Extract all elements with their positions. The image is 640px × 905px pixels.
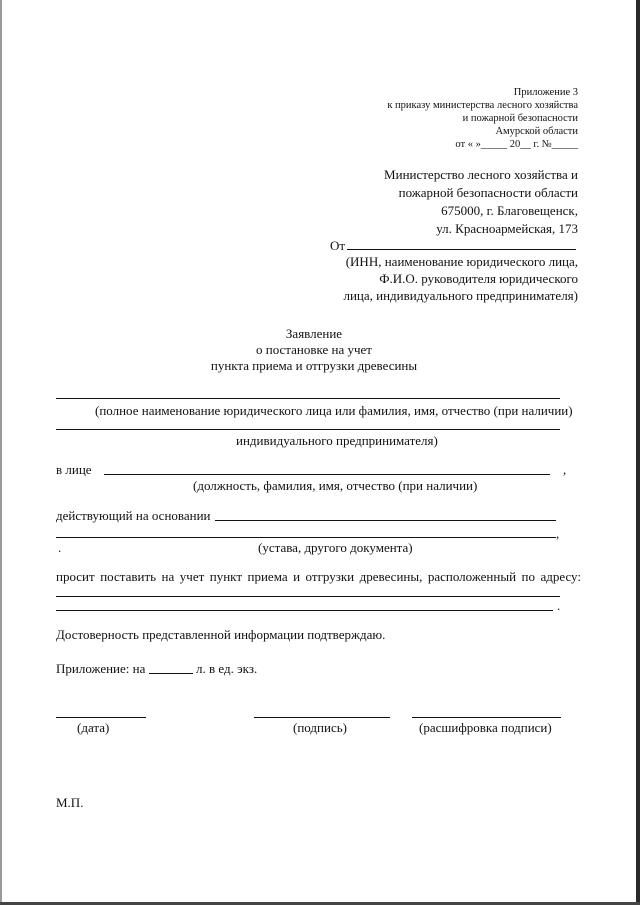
from-hint-3: лица, индивидуального предпринимателя) xyxy=(343,288,578,303)
person-hint: (должность, фамилия, имя, отчество (при наличии) xyxy=(193,478,478,493)
attachment-label: Приложение: на xyxy=(56,661,146,676)
signature-decode-label: (расшифровка подписи) xyxy=(419,720,552,735)
basis-field[interactable] xyxy=(215,520,556,521)
entity-name-field[interactable] xyxy=(56,398,560,399)
appendix-line-1: Приложение 3 xyxy=(513,87,578,98)
basis-comma: , xyxy=(556,526,560,541)
address-field-2[interactable] xyxy=(56,610,553,611)
appendix-line-2: к приказу министерства лесного хозяйства xyxy=(387,100,578,111)
title-line-1: Заявление xyxy=(285,326,343,341)
title-line-3: пункта приема и отгрузки древесины xyxy=(210,358,418,373)
appendix-line-4: Амурской области xyxy=(495,126,578,137)
scan-edge-right xyxy=(636,0,640,905)
entity-hint-1: (полное наименование юридического лица или фамилия, имя, отчество (при наличии) xyxy=(95,403,573,418)
person-label: в лице xyxy=(56,462,92,477)
date-field[interactable] xyxy=(56,717,146,718)
person-comma: , xyxy=(563,462,567,477)
appendix-line-3: и пожарной безопасности xyxy=(462,113,578,124)
address-dot: . xyxy=(557,598,561,613)
from-hint-1: (ИНН, наименование юридического лица, xyxy=(345,254,578,269)
from-label: От xyxy=(330,238,346,253)
address-field-1[interactable] xyxy=(56,596,560,597)
signature-decode-field[interactable] xyxy=(412,717,561,718)
basis-field-2[interactable] xyxy=(56,537,556,538)
person-field[interactable] xyxy=(104,474,550,475)
from-field[interactable] xyxy=(347,249,576,250)
basis-dot: . xyxy=(58,540,62,555)
addressee-line-3: 675000, г. Благовещенск, xyxy=(441,203,578,218)
scan-edge-left xyxy=(0,0,2,905)
entity-hint-2: индивидуального предпринимателя) xyxy=(236,433,438,448)
date-label: (дата) xyxy=(77,720,110,735)
addressee-line-4: ул. Красноармейская, 173 xyxy=(436,221,578,236)
basis-label: действующий на основании xyxy=(56,508,211,523)
signature-field[interactable] xyxy=(254,717,390,718)
addressee-line-2: пожарной безопасности области xyxy=(398,185,578,200)
addressee-line-1: Министерство лесного хозяйства и xyxy=(384,167,578,182)
from-hint-2: Ф.И.О. руководителя юридического xyxy=(379,271,578,286)
attachment-pages-field[interactable] xyxy=(149,673,193,674)
title-line-2: о постановке на учет xyxy=(256,342,372,357)
basis-hint: (устава, другого документа) xyxy=(258,540,413,555)
confirmation-text: Достоверность представленной информации подтверждаю. xyxy=(56,627,386,642)
entity-name-field-2[interactable] xyxy=(56,429,560,430)
attachment-suffix: л. в ед. экз. xyxy=(196,661,258,676)
stamp-place-label: М.П. xyxy=(56,795,84,810)
signature-label: (подпись) xyxy=(293,720,347,735)
request-text: просит поставить на учет пункт приема и отгрузки древесины, расположенный по адресу: xyxy=(56,569,581,584)
appendix-date-number: от « »_____ 20__ г. №_____ xyxy=(455,139,578,150)
